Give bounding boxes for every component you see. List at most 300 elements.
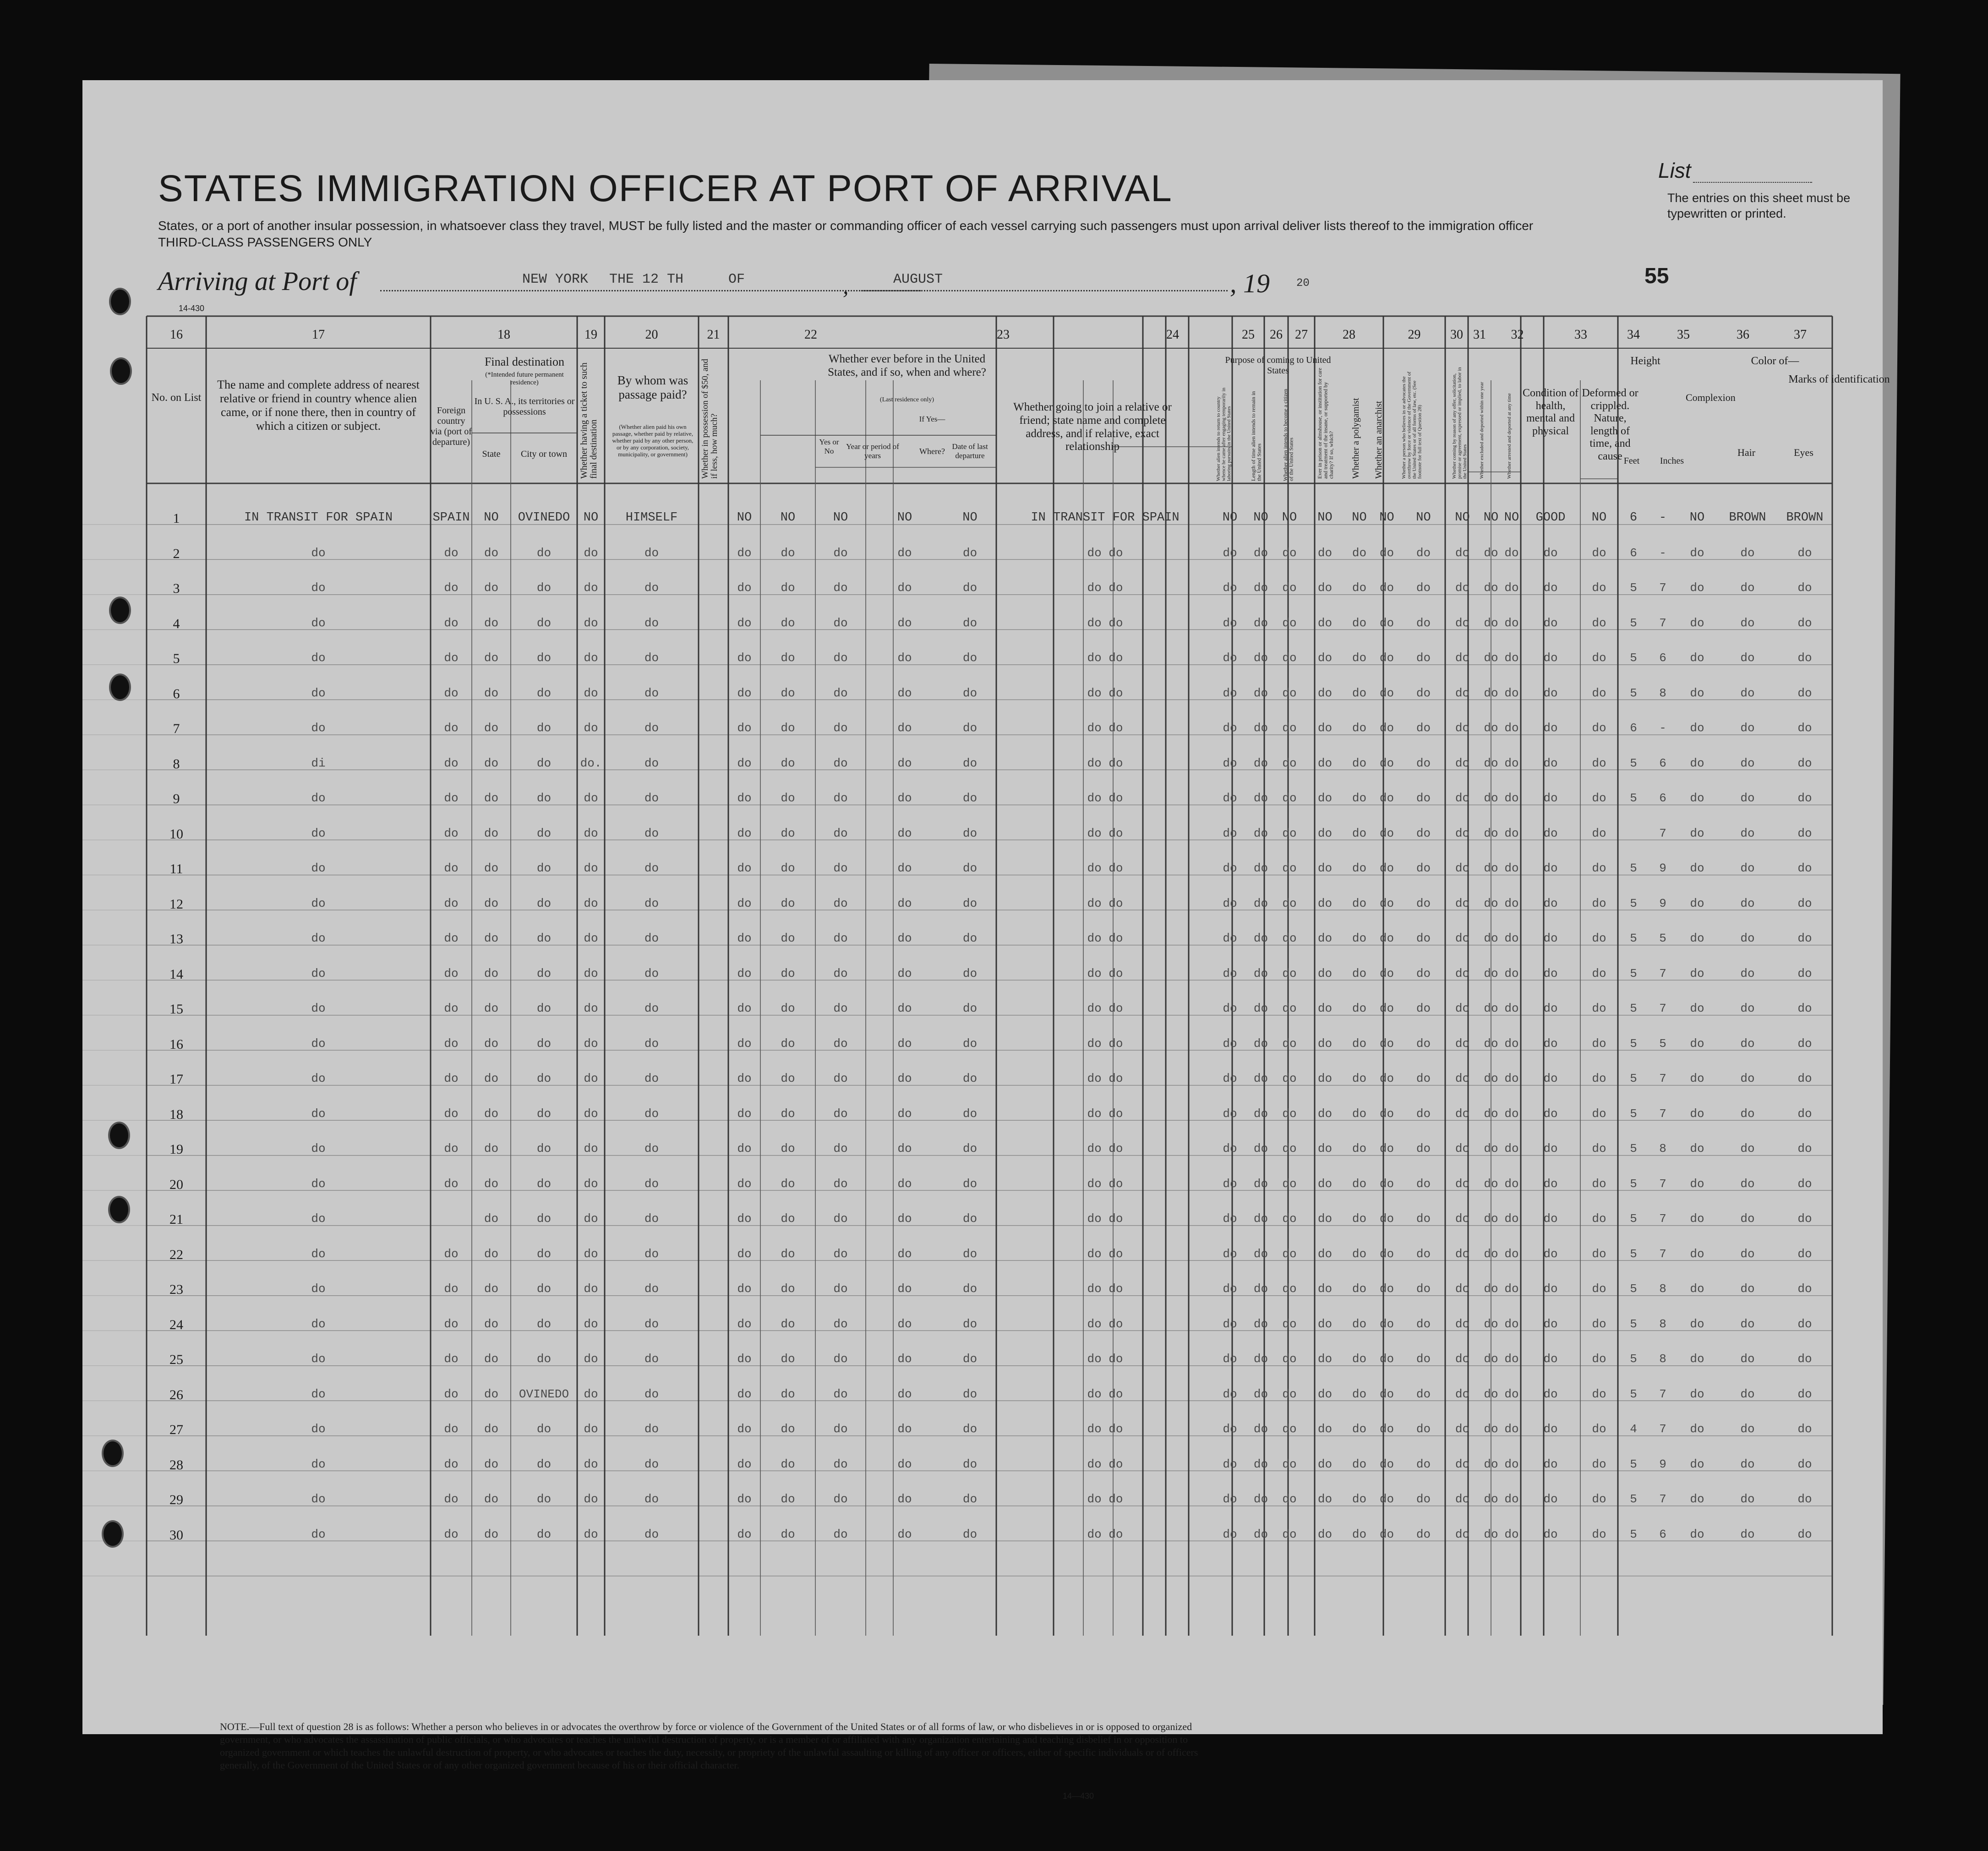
- header-no-on-list: No. on List: [151, 392, 202, 404]
- punch-hole: [109, 288, 131, 315]
- cell-yesno: do: [781, 861, 795, 875]
- cell-c30: do: [1484, 1282, 1498, 1296]
- cell-foreign: do: [444, 896, 459, 910]
- cell-complexion: do: [1690, 791, 1704, 805]
- cell-c30: do: [1484, 1142, 1498, 1156]
- cell-date: do: [962, 861, 978, 875]
- cell-inches: -: [1659, 546, 1666, 560]
- cell-complexion: do: [1690, 966, 1704, 980]
- cell-relative: do: [311, 1002, 326, 1015]
- header-inches: Inches: [1660, 456, 1684, 466]
- cell-p24b: do: [1253, 581, 1268, 595]
- cell-state: do: [484, 1142, 499, 1156]
- cell-c28: do: [1416, 1106, 1431, 1121]
- cell-inches: 7: [1659, 1247, 1666, 1261]
- cell-relative: do: [311, 1036, 326, 1051]
- cell-health: do: [1543, 1212, 1558, 1226]
- cell-yesno: do: [781, 931, 795, 945]
- cell-complexion: do: [1690, 1457, 1704, 1471]
- cell-p24b: do: [1253, 966, 1268, 980]
- cell-foreign: do: [444, 1072, 459, 1085]
- cell-year: do: [833, 966, 848, 980]
- cell-p24b: do: [1253, 546, 1268, 560]
- cell-where: do: [897, 1177, 912, 1191]
- cell-relative: do: [311, 581, 326, 595]
- cell-foreign: do: [444, 546, 459, 560]
- cell-fifty: do: [737, 1282, 752, 1296]
- cell-c28: do: [1416, 931, 1431, 945]
- cell-yesno: do: [781, 616, 795, 630]
- cell-relative: do: [311, 1422, 326, 1436]
- cell-inches: 7: [1659, 1212, 1666, 1226]
- cell-c27: do: [1379, 1282, 1394, 1296]
- cell-date: do: [962, 686, 978, 700]
- header-color-of: Color of—: [1751, 355, 1799, 367]
- cell-where: do: [897, 1106, 912, 1121]
- cell-eyes: do: [1797, 1002, 1812, 1015]
- cell-p24b: do: [1253, 1072, 1268, 1085]
- cell-foreign: do: [444, 1492, 459, 1506]
- cell-relative: do: [311, 546, 326, 560]
- cell-join: do do: [1087, 1422, 1123, 1436]
- cell-inches: 7: [1659, 1072, 1666, 1085]
- cell-ticket: do: [584, 546, 598, 560]
- cell-feet: 5: [1630, 931, 1637, 945]
- cell-date: do: [962, 1527, 978, 1541]
- cell-date: do: [962, 1106, 978, 1121]
- cell-p24b: do: [1253, 651, 1268, 665]
- cell-fifty: do: [737, 1106, 752, 1121]
- cell-c30: do: [1484, 931, 1498, 945]
- cell-paid: do: [644, 1142, 659, 1156]
- cell-c28: do: [1416, 861, 1431, 875]
- cell-p24c: do: [1282, 861, 1297, 875]
- cell-state: do: [484, 1527, 499, 1541]
- cell-c26: do: [1352, 826, 1367, 840]
- cell-hair: do: [1740, 1247, 1755, 1261]
- cell-inches: 8: [1659, 1352, 1666, 1366]
- cell-feet: 5: [1630, 1317, 1637, 1331]
- cell-c31: do: [1504, 721, 1519, 735]
- cell-c30: do: [1484, 1317, 1498, 1331]
- cell-c29: do: [1455, 546, 1470, 560]
- header-final-destination: Final destination: [484, 355, 565, 368]
- column-number: 26: [1270, 328, 1283, 342]
- cell-p24b: do: [1253, 686, 1268, 700]
- cell-date: do: [962, 826, 978, 840]
- cell-no: 30: [169, 1527, 183, 1543]
- cell-p24b: do: [1253, 756, 1268, 770]
- cell-year: do: [833, 791, 848, 805]
- column-number: 22: [804, 328, 817, 342]
- cell-fifty: do: [737, 651, 752, 665]
- cell-ticket: do: [584, 1247, 598, 1261]
- cell-p24b: do: [1253, 1457, 1268, 1471]
- cell-complexion: do: [1690, 861, 1704, 875]
- cell-no: 4: [173, 616, 180, 631]
- cell-c26: do: [1352, 1002, 1367, 1015]
- cell-date: do: [962, 756, 978, 770]
- cell-c25: do: [1317, 721, 1333, 735]
- cell-state: do: [484, 1282, 499, 1296]
- cell-deformed: do: [1592, 1247, 1606, 1261]
- cell-ticket: do: [584, 686, 598, 700]
- cell-c26: do: [1352, 1387, 1367, 1401]
- cell-feet: 5: [1630, 1142, 1637, 1156]
- column-number: 24: [1166, 328, 1179, 342]
- cell-join: do do: [1087, 1106, 1123, 1121]
- cell-where: do: [897, 616, 912, 630]
- cell-fifty: do: [737, 686, 752, 700]
- footnote: NOTE.—Full text of question 28 is as follows: Whether a person who believes in or advocates the overthrow by force or violence of the Government of the United States or of all forms of law, or who disbelieves in or is opposed to organized government, or who advocates the assassination of public officials, or who advocates or teaches the unlawful destruction of property, or is a member of or affiliated with any organization entertaining and teaching disbelief in or opposition to organized government or which teaches the unlawful destruction of property, or who advocates or teaches the duty, necessity, or propriety of the unlawful assaulting or killing of any officer or officers, either of specific individuals or of officers generally, of the Government of the United States or of any other organized government because of his or their official character.: [220, 1721, 1198, 1771]
- cell-relative: do: [311, 686, 326, 700]
- cell-c30: do: [1484, 1106, 1498, 1121]
- cell-date: do: [962, 1212, 978, 1226]
- cell-deformed: do: [1592, 1142, 1606, 1156]
- cell-year: do: [833, 546, 848, 560]
- cell-c30: do: [1484, 896, 1498, 910]
- cell-where: do: [897, 896, 912, 910]
- cell-eyes: do: [1797, 861, 1812, 875]
- cell-complexion: do: [1690, 616, 1704, 630]
- cell-c26: do: [1352, 1282, 1367, 1296]
- cell-fifty: do: [737, 1352, 752, 1366]
- header-q28: Whether a person who believes in or advocates the overthrow by force or violence of the Government of the United States or of all forms of law, etc. (See footnote for full text of Question 28): [1401, 372, 1423, 479]
- cell-health: do: [1543, 861, 1558, 875]
- cell-city: do: [536, 1072, 552, 1085]
- cell-relative: do: [311, 1282, 326, 1296]
- cell-eyes: do: [1797, 756, 1812, 770]
- cell-fifty: do: [737, 1142, 752, 1156]
- cell-feet: 5: [1630, 1352, 1637, 1366]
- cell-hair: do: [1740, 931, 1755, 945]
- cell-year: do: [833, 1317, 848, 1331]
- cell-health: do: [1543, 756, 1558, 770]
- header-passage-note: (Whether alien paid his own passage, whether paid by relative, whether paid by any other person, or by any corporation, society, municipality, or government): [612, 423, 694, 458]
- cell-c29: do: [1455, 826, 1470, 840]
- cell-year: do: [833, 651, 848, 665]
- cell-paid: do: [644, 1212, 659, 1226]
- header-ever-before: Whether ever before in the United States, and if so, when and where?: [828, 353, 986, 378]
- cell-state: do: [484, 581, 499, 595]
- day-typed: THE 12 TH: [609, 272, 684, 287]
- cell-c29: do: [1455, 1177, 1470, 1191]
- cell-foreign: do: [444, 1247, 459, 1261]
- cell-feet: 5: [1630, 1106, 1637, 1121]
- cell-c26: do: [1352, 1247, 1367, 1261]
- cell-state: do: [484, 686, 499, 700]
- cell-city: do: [536, 616, 552, 630]
- list-number-field[interactable]: [1693, 164, 1812, 183]
- cell-inches: 6: [1659, 651, 1666, 665]
- cell-year: do: [833, 931, 848, 945]
- cell-p24c: do: [1282, 931, 1297, 945]
- cell-c28: NO: [1416, 511, 1431, 525]
- cell-p24a: do: [1223, 1212, 1237, 1226]
- cell-c29: do: [1455, 896, 1470, 910]
- cell-yesno: do: [781, 1352, 795, 1366]
- cell-hair: do: [1740, 1036, 1755, 1051]
- cell-eyes: do: [1797, 1317, 1812, 1331]
- cell-c30: do: [1484, 1387, 1498, 1401]
- cell-paid: do: [644, 861, 659, 875]
- cell-join: do do: [1087, 896, 1123, 910]
- cell-date: do: [962, 1036, 978, 1051]
- header-state: State: [482, 449, 501, 459]
- header-date-last: Date of last departure: [952, 442, 988, 460]
- cell-c27: do: [1379, 1387, 1394, 1401]
- cell-state: do: [484, 861, 499, 875]
- cell-c27: do: [1379, 1212, 1394, 1226]
- cell-join: do do: [1087, 581, 1123, 595]
- cell-health: do: [1543, 1002, 1558, 1015]
- cell-eyes: do: [1797, 1492, 1812, 1506]
- column-number: 29: [1408, 328, 1421, 342]
- cell-p24a: do: [1223, 721, 1237, 735]
- cell-c30: do: [1484, 1036, 1498, 1051]
- cell-relative: do: [311, 1457, 326, 1471]
- cell-hair: do: [1740, 1002, 1755, 1015]
- cell-c30: do: [1484, 791, 1498, 805]
- cell-hair: do: [1740, 546, 1755, 560]
- cell-relative: do: [311, 1072, 326, 1085]
- cell-c30: do: [1484, 1457, 1498, 1471]
- cell-foreign: do: [444, 686, 459, 700]
- cell-paid: do: [644, 651, 659, 665]
- cell-date: do: [962, 791, 978, 805]
- cell-p24a: do: [1223, 1422, 1237, 1436]
- cell-join: do do: [1087, 1142, 1123, 1156]
- cell-c31: do: [1504, 1177, 1519, 1191]
- cell-ticket: do: [584, 1177, 598, 1191]
- cell-c26: do: [1352, 966, 1367, 980]
- cell-state: do: [484, 1492, 499, 1506]
- cell-fifty: do: [737, 1036, 752, 1051]
- cell-year: do: [833, 1387, 848, 1401]
- cell-ticket: do: [584, 1282, 598, 1296]
- cell-no: 17: [169, 1072, 183, 1087]
- cell-fifty: do: [737, 1212, 752, 1226]
- cell-inches: 7: [1659, 581, 1666, 595]
- cell-c31: do: [1504, 966, 1519, 980]
- cell-ticket: do: [584, 581, 598, 595]
- cell-foreign: do: [444, 1177, 459, 1191]
- cell-c31: do: [1504, 1317, 1519, 1331]
- cell-year: do: [833, 616, 848, 630]
- cell-relative: do: [311, 1247, 326, 1261]
- cell-c30: do: [1484, 721, 1498, 735]
- cell-p24b: do: [1253, 1002, 1268, 1015]
- cell-feet: 5: [1630, 581, 1637, 595]
- cell-c31: do: [1504, 1387, 1519, 1401]
- cell-where: do: [897, 1212, 912, 1226]
- cell-paid: do: [644, 581, 659, 595]
- cell-year: do: [833, 1106, 848, 1121]
- cell-c30: do: [1484, 581, 1498, 595]
- cell-c29: do: [1455, 1106, 1470, 1121]
- cell-inches: 6: [1659, 1527, 1666, 1541]
- header-arrested: Whether arrested and deported at any time: [1507, 393, 1512, 479]
- cell-foreign: do: [444, 1352, 459, 1366]
- cell-eyes: do: [1797, 651, 1812, 665]
- cell-p24a: do: [1223, 1036, 1237, 1051]
- cell-city: do: [536, 1282, 552, 1296]
- cell-state: NO: [484, 511, 499, 525]
- cell-deformed: do: [1592, 861, 1606, 875]
- cell-hair: do: [1740, 826, 1755, 840]
- cell-inches: -: [1659, 721, 1666, 735]
- cell-c31: do: [1504, 896, 1519, 910]
- cell-c27: do: [1379, 1002, 1394, 1015]
- header-purpose-b: Length of time alien intends to remain in the United States: [1250, 391, 1262, 481]
- cell-paid: do: [644, 721, 659, 735]
- cell-p24c: do: [1282, 791, 1297, 805]
- cell-c29: do: [1455, 651, 1470, 665]
- cell-fifty: do: [737, 721, 752, 735]
- cell-city: do: [536, 651, 552, 665]
- cell-p24c: do: [1282, 1492, 1297, 1506]
- cell-deformed: NO: [1591, 511, 1607, 525]
- cell-year: do: [833, 826, 848, 840]
- cell-hair: do: [1740, 1177, 1755, 1191]
- cell-yesno: do: [781, 1387, 795, 1401]
- cell-c26: do: [1352, 756, 1367, 770]
- cell-c28: do: [1416, 896, 1431, 910]
- cell-feet: 6: [1630, 721, 1637, 735]
- cell-eyes: do: [1797, 1036, 1812, 1051]
- header-join: Whether going to join a relative or friend; state name and complete address, and if relative, exact relationship: [1013, 401, 1172, 453]
- cell-p24c: do: [1282, 1002, 1297, 1015]
- cell-hair: do: [1740, 1317, 1755, 1331]
- cell-c26: do: [1352, 1142, 1367, 1156]
- header-excluded: Whether excluded and deported within one year: [1479, 382, 1485, 479]
- cell-where: do: [897, 1072, 912, 1085]
- cell-c29: do: [1455, 756, 1470, 770]
- cell-paid: do: [644, 931, 659, 945]
- cell-eyes: do: [1797, 1352, 1812, 1366]
- subtitle-line2: THIRD-CLASS PASSENGERS ONLY: [158, 235, 372, 249]
- cell-no: 26: [169, 1387, 183, 1402]
- subtitle-line1: States, or a port of another insular possession, in whatsoever class they travel, MUST be fully listed and the master or commanding officer of each vessel carrying such passengers must upon arrival deliver lists thereof to the immigration officer: [158, 219, 1534, 233]
- cell-relative: do: [311, 861, 326, 875]
- cell-no: 21: [169, 1212, 183, 1227]
- cell-c25: do: [1317, 1177, 1333, 1191]
- cell-c30: do: [1484, 1527, 1498, 1541]
- cell-health: do: [1543, 1106, 1558, 1121]
- cell-c29: do: [1455, 1212, 1470, 1226]
- cell-ticket: do: [584, 791, 598, 805]
- header-height: Height: [1630, 355, 1660, 367]
- cell-year: do: [833, 1422, 848, 1436]
- cell-paid: do: [644, 1492, 659, 1506]
- cell-state: do: [484, 651, 499, 665]
- cell-p24c: do: [1282, 1387, 1297, 1401]
- cell-c30: do: [1484, 1212, 1498, 1226]
- cell-c31: do: [1504, 546, 1519, 560]
- cell-deformed: do: [1592, 581, 1606, 595]
- cell-p24a: do: [1223, 826, 1237, 840]
- cell-p24b: do: [1253, 721, 1268, 735]
- cell-hair: do: [1740, 1422, 1755, 1436]
- cell-eyes: do: [1797, 616, 1812, 630]
- cell-date: do: [962, 721, 978, 735]
- cell-no: 11: [169, 861, 183, 876]
- header-foreign-country: Foreign country via (port of departure): [431, 405, 472, 447]
- cell-c29: do: [1455, 1527, 1470, 1541]
- header-prison: Ever in prison or almshouse, or institution for care and treatment of the insane, or supported by charity? If so, which?: [1316, 367, 1335, 479]
- cell-yesno: do: [781, 756, 795, 770]
- header-ticket: Whether having a ticket to such final destination: [579, 362, 599, 479]
- cell-city: do: [536, 721, 552, 735]
- cell-feet: 5: [1630, 1492, 1637, 1506]
- cell-state: do: [484, 1177, 499, 1191]
- cell-complexion: do: [1690, 826, 1704, 840]
- cell-c27: do: [1379, 861, 1394, 875]
- cell-state: do: [484, 1002, 499, 1015]
- cell-year: do: [833, 1072, 848, 1085]
- cell-join: do do: [1087, 1457, 1123, 1471]
- cell-c28: do: [1416, 1422, 1431, 1436]
- cell-deformed: do: [1592, 791, 1606, 805]
- cell-relative: do: [311, 791, 326, 805]
- cell-inches: 6: [1659, 791, 1666, 805]
- cell-where: do: [897, 1387, 912, 1401]
- cell-eyes: BROWN: [1786, 511, 1824, 525]
- cell-c25: do: [1317, 931, 1333, 945]
- column-number: 30: [1450, 328, 1463, 342]
- cell-paid: do: [644, 1282, 659, 1296]
- cell-city: do: [536, 546, 552, 560]
- cell-deformed: do: [1592, 1002, 1606, 1015]
- cell-p24a: do: [1223, 1352, 1237, 1366]
- page-title: STATES IMMIGRATION OFFICER AT PORT OF ARRIVAL: [158, 168, 1173, 209]
- cell-c26: do: [1352, 896, 1367, 910]
- cell-yesno: do: [781, 1282, 795, 1296]
- cell-fifty: do: [737, 1457, 752, 1471]
- cell-health: do: [1543, 1177, 1558, 1191]
- cell-paid: do: [644, 1352, 659, 1366]
- cell-inches: 9: [1659, 896, 1666, 910]
- cell-relative: do: [311, 651, 326, 665]
- cell-c26: do: [1352, 616, 1367, 630]
- cell-join: do do: [1087, 966, 1123, 980]
- cell-join: do do: [1087, 1002, 1123, 1015]
- cell-feet: 5: [1630, 1247, 1637, 1261]
- cell-feet: 5: [1630, 686, 1637, 700]
- cell-state: do: [484, 616, 499, 630]
- cell-where: do: [897, 1422, 912, 1436]
- punch-hole: [102, 1440, 124, 1467]
- cell-complexion: do: [1690, 546, 1704, 560]
- cell-c31: do: [1504, 581, 1519, 595]
- cell-paid: do: [644, 896, 659, 910]
- cell-ticket: do: [584, 1457, 598, 1471]
- cell-health: do: [1543, 651, 1558, 665]
- cell-c25: do: [1317, 651, 1333, 665]
- cell-no: 3: [173, 581, 180, 596]
- cell-year: do: [833, 1527, 848, 1541]
- cell-c26: do: [1352, 1492, 1367, 1506]
- cell-deformed: do: [1592, 1387, 1606, 1401]
- cell-date: do: [962, 546, 978, 560]
- cell-paid: do: [644, 791, 659, 805]
- cell-fifty: do: [737, 1247, 752, 1261]
- cell-hair: do: [1740, 651, 1755, 665]
- cell-health: do: [1543, 1036, 1558, 1051]
- cell-c25: do: [1317, 686, 1333, 700]
- cell-health: do: [1543, 1142, 1558, 1156]
- cell-feet: 5: [1630, 1072, 1637, 1085]
